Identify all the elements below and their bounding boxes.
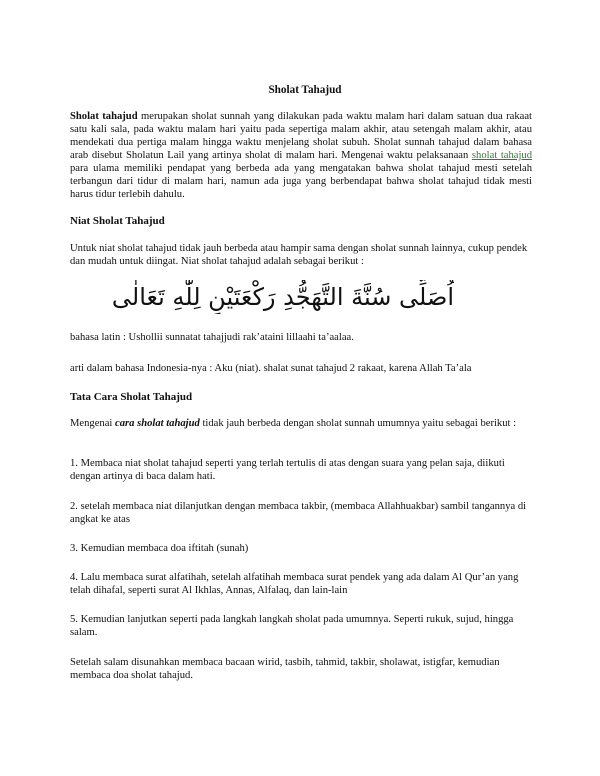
- intro-text-part2: para ulama memiliki pendapat yang berbeda ada yang mengatakan bahwa sholat tahajud mesti setelah terbangun dari tidur di malam hari, namun ada juga yang berbendapat bahwa sholat tahajud tidak mesti harus tidur terlebih dahulu.: [70, 163, 532, 200]
- intro-lead-bold: Sholat tahajud: [70, 111, 138, 122]
- document-title: Sholat Tahajud: [268, 84, 342, 96]
- tatacara-intro-part2: tidak jauh berbeda dengan sholat sunnah umumnya yaitu sebagai berikut :: [199, 418, 517, 429]
- sholat-tahajud-link[interactable]: sholat tahajud: [471, 150, 532, 161]
- niat-paragraph: Untuk niat sholat tahajud tidak jauh berbeda atau hampir sama dengan sholat sunnah lainnya, cukup pendek dan mudah untuk diingat. Niat sholat tahajud adalah sebagai berikut :: [70, 243, 528, 267]
- closing-paragraph: Setelah salam disunahkan membaca bacaan wirid, tasbih, tahmid, takbir, sholawat, istigfar, kemudian membaca doa sholat tahajud.: [70, 657, 500, 681]
- intro-paragraph: [70, 110, 532, 201]
- arti-line: arti dalam bahasa Indonesia-nya : Aku (niat). shalat sunat tahajud 2 rakaat, karena Allah Ta’ala: [70, 363, 472, 374]
- latin-line: bahasa latin : Ushollii sunnatat tahajjudi rak’ataini lillaahi ta’aalaa.: [70, 332, 354, 343]
- arabic-niat-text: اُصَلِّى سُنَّةَ التَّهَجُّدِ رَكْعَتَيْنِ لِلّٰهِ تَعَالٰى: [111, 283, 454, 311]
- step-item: 5. Kemudian lanjutkan seperti pada langkah langkah sholat pada umumnya. Seperti rukuk, sujud, hingga salam.: [70, 614, 514, 638]
- niat-heading: Niat Sholat Tahajud: [70, 215, 165, 227]
- cara-sholat-tahajud-emphasis: cara sholat tahajud: [115, 418, 200, 429]
- step-item: 1. Membaca niat sholat tahajud seperti yang terlah tertulis di atas dengan suara yang pelan saja, diikuti dengan artinya di baca dalam hati.: [70, 458, 505, 482]
- tatacara-intro: [70, 417, 532, 430]
- tatacara-intro-part1: Mengenai: [70, 418, 116, 429]
- tatacara-heading: Tata Cara Sholat Tahajud: [70, 391, 193, 403]
- intro-text-part1: merupakan sholat sunnah yang dilakukan pada waktu malam hari dalam satuan dua rakaat satu kali sala, pada waktu malam hari yaitu pada sepertiga malam akhir, atau setengah malam akhir, atau mendekati dua pertiga malam hingga waktu menjelang sholat subuh. Sholat sunnah tahajud dalam bahasa arab disebut Sholatun Lail yang artinya sholat di malam hari. Mengenai waktu pelaksanaan: [70, 111, 532, 161]
- step-item: 3. Kemudian membaca doa iftitah (sunah): [70, 543, 249, 554]
- step-item: 2. setelah membaca niat dilanjutkan dengan membaca takbir, (membaca Allahhuakbar) sambil tangannya di angkat ke atas: [70, 501, 527, 525]
- step-item: 4. Lalu membaca surat alfatihah, setelah alfatihah membaca surat pendek yang ada dalam Al Qur’an yang telah dihafal, seperti surat Al Ikhlas, Annas, Alfalaq, dan lain-lain: [70, 572, 519, 596]
